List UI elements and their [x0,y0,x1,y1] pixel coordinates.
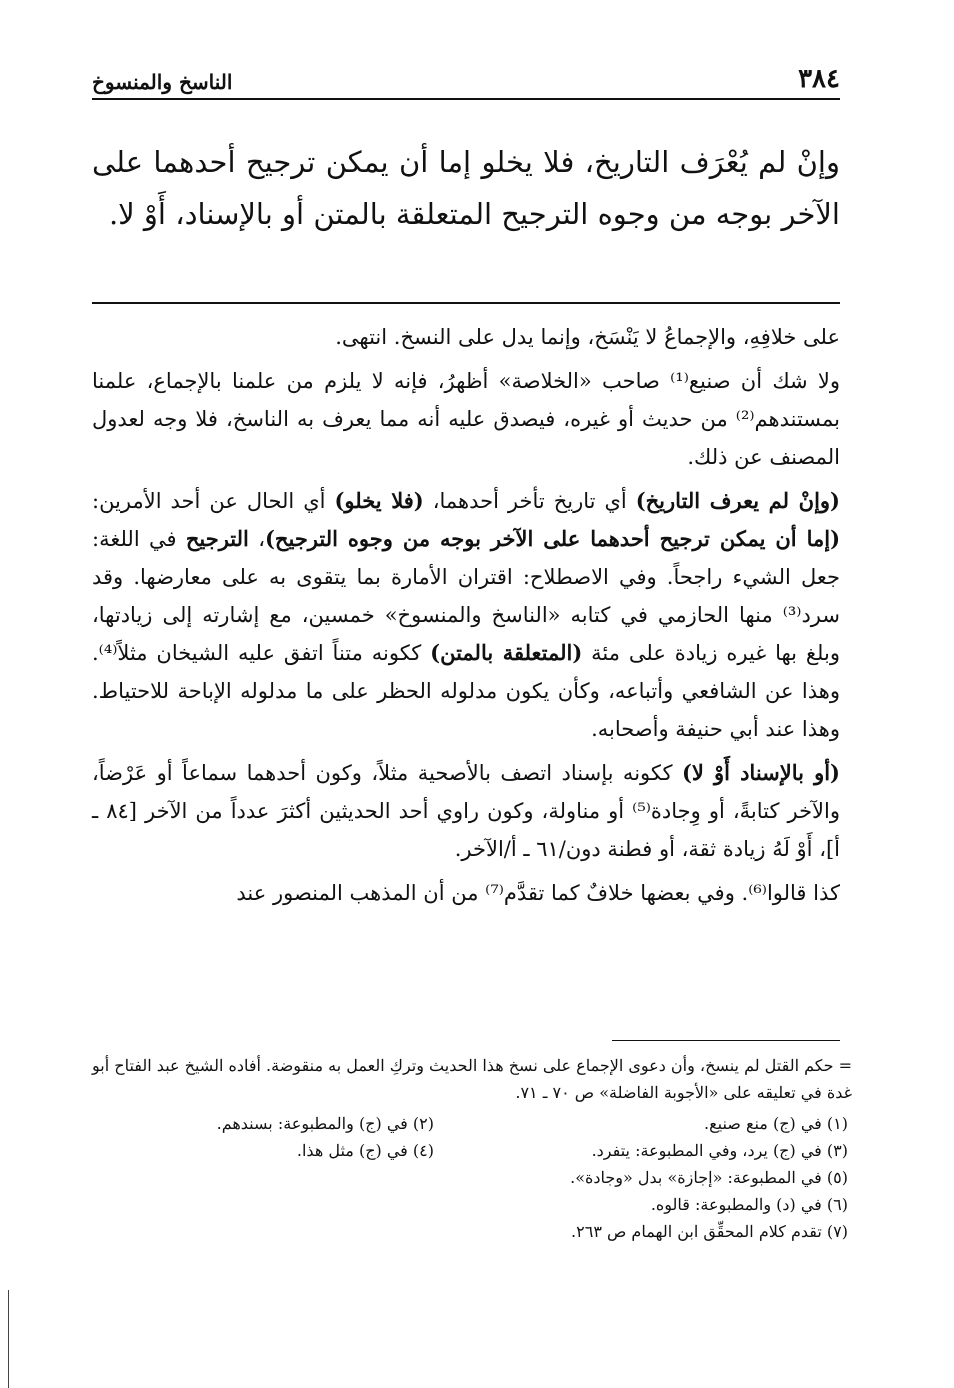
commentary-text: أي الحال عن أحد الأمرين: [92,489,335,513]
page-number: ٣٨٤ [798,64,840,94]
commentary-text: ككونه بإسناد اتصف بالأصحية مثلاً، وكون أحدهما سماعاً أو عَرْضاً، والآخر كتابةً، أو وِجادة⁽⁵⁾ أو مناولة، وكون راوي أحد الحديثين أكثرَ عدداً من الآخر [٨٤ ـ أ]، أَوْ لَهُ زيادة ثقة، أو فطنة دون/٦١ ـ أ/الآخر. [92,761,841,861]
running-title: الناسخ والمنسوخ [92,70,233,94]
term-heading: الترجيح [185,526,249,551]
commentary-paragraph-2: ولا شك أن صنيع⁽¹⁾ صاحب «الخلاصة» أظهرُ، فإنه لا يلزم من علمنا بالإجماع، علمنا بمستندهم⁽²⁾ من حديث أو غيره، فيصدق عليه أنه مما يعرف به الناسخ، فلا وجه لعدول المصنف عن ذلك. [92,369,840,469]
footnotes-block [92,1052,852,1245]
footnote-5: (٥) في المطبوعة: «إجازة» بدل «وجادة». [570,1168,848,1187]
main-text-block [92,136,840,240]
footnote-row [92,1164,852,1191]
footnote-row [92,1110,852,1137]
footnote-continuation: = حكم القتل لم ينسخ، وأن دعوى الإجماع على نسخ هذا الحديث وتركِ العمل به منقوضة. أفاده الشيخ عبد الفتاح أبو غدة في تعليقه على «الأجوبة الفاضلة» ص ٧٠ ـ ٧١. [92,1056,852,1102]
footnotes-divider [612,1040,840,1041]
footnote-row [92,1137,852,1164]
quoted-matn-5: (أو بالإسناد أَوْ لا) [681,760,840,785]
main-text-divider [92,302,840,304]
footnote-row [92,1191,852,1218]
main-text: وإنْ لم يُعْرَف التاريخ، فلا يخلو إما أن يمكن ترجيح أحدهما على الآخر بوجه من وجوه الترجيح المتعلقة بالمتن أو بالإسناد، أَوْ لا. [92,145,840,231]
quoted-matn-1: (وإنْ لم يعرف التاريخ) [635,488,840,513]
commentary-text: أي تاريخ تأخر أحدهما، [423,489,636,513]
footnote-3: (٣) في (ج) يرد، وفي المطبوعة: يتفرد. [591,1141,848,1160]
footnote-4: (٤) في (ج) مثل هذا. [296,1141,434,1160]
footnote-7: (٧) تقدم كلام المحقِّق ابن الهمام ص ٢٦٣. [571,1222,848,1241]
footnote-1: (١) في (ج) منع صنيع. [704,1114,848,1133]
commentary-paragraph-4 [92,754,840,868]
commentary-text: ، [248,527,265,551]
commentary-text: في اللغة: جعل الشيء راجحاً. وفي الاصطلاح: اقتران الأمارة بما يتقوى به على معارضها. وقد سرد⁽³⁾ منها الحازمي في كتابه «الناسخ والمنسوخ» خمسين، مع إشارته إلى زيادتها، وبلغ بها غيره زيادة على مئة [92,527,840,665]
commentary-paragraph-3 [92,482,840,748]
quoted-matn-2: (فلا يخلو) [334,488,424,513]
commentary-block [92,318,840,918]
commentary-paragraph-5: كذا قالوا⁽⁶⁾. وفي بعضها خلافٌ كما تقدَّم⁽⁷⁾ من أن المذهب المنصور عند [236,881,840,905]
commentary-paragraph-1: على خلافِهِ، والإجماعُ لا يَنْسَخ، وإنما يدل على النسخ. انتهى. [335,325,840,349]
quoted-matn-3: (إما أن يمكن ترجيح أحدهما على الآخر بوجه من وجوه الترجيح) [264,526,841,551]
quoted-matn-4: (المتعلقة بالمتن) [430,640,583,665]
scan-margin-line [8,1290,9,1388]
footnote-row [92,1218,852,1245]
footnote-2: (٢) في (ج) والمطبوعة: بسندهم. [216,1114,434,1133]
page-header [92,58,840,100]
footnote-6: (٦) في (د) والمطبوعة: قالوه. [650,1195,848,1214]
commentary-text: ككونه متناً اتفق عليه الشيخان مثلاً⁽⁴⁾. وهذا عن الشافعي وأتباعه، وكأن يكون مدلوله الحظر على ما مدلوله الإباحة للاحتياط. وهذا عند أبي حنيفة وأصحابه. [92,641,840,741]
